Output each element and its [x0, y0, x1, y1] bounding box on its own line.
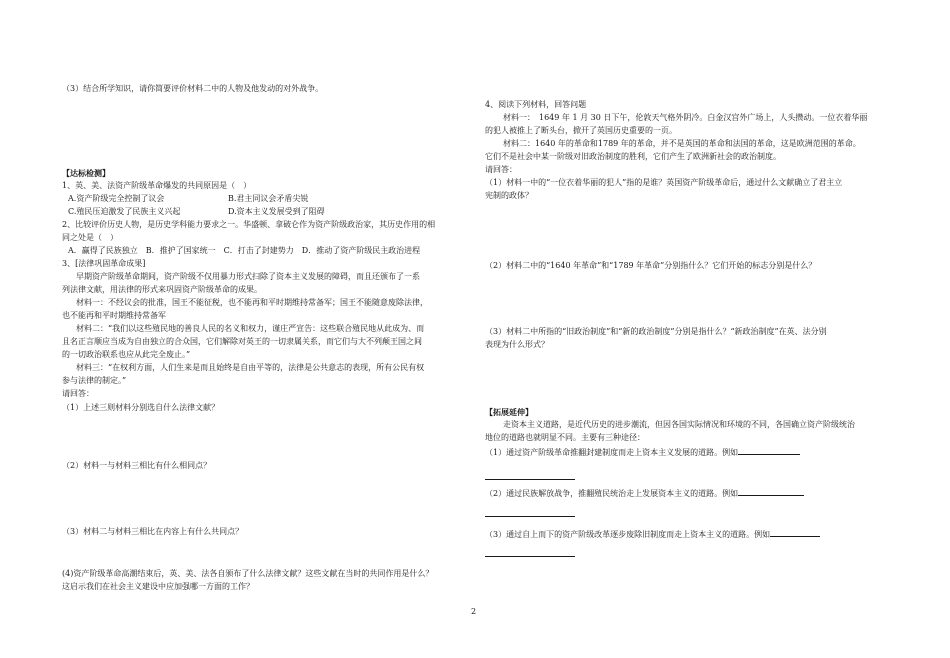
intro-line-2: 列法律文献，用法律的形式来巩固资产阶级革命的成果。: [62, 285, 262, 294]
path-2-text: [485, 487, 804, 499]
question-3-prompt: （3）结合所学知识，请你简要评价材料二中的人物及他发动的对外战争。: [62, 84, 324, 93]
material-1-line-1: 材料一：不经议会的批准，国王不能征税，也不能再和平时期维持常备军；国王不能随意废除法律，: [76, 298, 428, 307]
path-3-answer-line[interactable]: [485, 555, 575, 557]
material-1-line-1: 材料一： 1649 年 1 月 30 日下午，伦敦天气格外阴冷。白金汉宫外广场上，人头攒动。一位衣着华丽: [503, 113, 868, 122]
path-2-label: （2）通过民族解放战争，推翻殖民统治走上发展资本主义的道路。例如: [485, 489, 739, 498]
mc-question-1-option-d: D.资本主义发展受到了阻碍: [228, 207, 325, 216]
intro-line-1: 早期资产阶级革命期间，资产阶级不仅用暴力形式扫除了资本主义发展的障碍，而且还颁布了一系: [76, 272, 420, 281]
material-2-line-2: 它们不是社会中某一阶级对旧政治制度的胜利，它们产生了欧洲新社会的政治制度。: [485, 152, 781, 161]
path-3-answer-blank[interactable]: [770, 528, 820, 537]
path-1-text: [485, 446, 800, 458]
material-2-line-1: 材料二：“我们以这些殖民地的善良人民的名义和权力，谨庄严宣告：这些联合殖民地从此成为、而: [76, 324, 425, 333]
mc-question-1-option-a: A.资产阶级完全控制了议会: [68, 194, 165, 203]
question-3-title: 3、[法律巩固革命成果]: [62, 259, 146, 268]
material-2-line-1: 材料二：1640 年的革命和1789 年的革命，并不是英国的革命和法国的革命，这是欧洲范围的革命。: [503, 139, 861, 148]
material-1-line-2: 的犯人被推上了断头台，掀开了英国历史重要的一页。: [485, 126, 677, 135]
sub-question-4-line-2: 这启示我们在社会主义建设中应加强哪一方面的工作？: [62, 582, 254, 591]
sub-question-1-line-2: 宪制的政体？: [485, 191, 533, 200]
path-1-answer-line[interactable]: [485, 478, 575, 480]
please-answer-label: 请回答：: [62, 389, 94, 398]
path-1-label: （1）通过资产阶级革命推翻封建制度而走上资本主义发展的道路。例如: [485, 448, 739, 457]
section-heading-assessment: 【达标检测】: [62, 168, 110, 178]
question-4-title: 4、阅读下列材料，回答问题: [485, 100, 587, 109]
sub-question-3-line-1: （3）材料二中所指的“旧政治制度”和“新的政治制度”分别是指什么？“新政治制度”在英、法分别: [485, 327, 827, 336]
sub-question-1-line-1: （1）材料一中的“一位衣着华丽的犯人”指的是谁？英国资产阶级革命后，通过什么文献确立了君主立: [485, 178, 843, 187]
path-2-answer-blank[interactable]: [738, 487, 804, 496]
mc-question-2-line-1: 2、比较评价历史人物，是历史学科能力要求之一。华盛顿、拿破仑作为资产阶级政治家，其历史作用的相: [62, 220, 436, 229]
sub-question-4-line-1: (4)资产阶级革命高潮结束后，英、美、法各自颁布了什么法律文献？这些文献在当时的共同作用是什么？: [62, 569, 434, 578]
material-3-line-1: 材料三：“在权利方面，人们生来是而且始终是自由平等的，法律是公共意志的表现，所有公民有权: [76, 363, 425, 372]
material-2-line-3: 的一切政治联系也应从此完全废止。”: [62, 350, 191, 359]
material-2-line-2: 且名正言顺应当成为自由独立的合众国，它们解除对英王的一切隶属关系，而它们与大不列颠王国之间: [62, 337, 422, 346]
page-number: 2: [471, 607, 477, 616]
mc-question-1-option-c: C.殖民压迫激发了民族主义兴起: [68, 207, 181, 216]
sub-question-2: （2）材料一与材料三相比有什么相同点？: [62, 461, 212, 470]
path-3-text: [485, 528, 820, 540]
path-3-label: （3）通过自上而下的资产阶级改革逐步废除旧制度而走上资本主义的道路。例如: [485, 530, 771, 539]
mc-question-1-stem: 1、英、美、法资产阶级革命爆发的共同原因是（ ）: [62, 181, 252, 190]
extension-intro-line-1: 走资本主义道路，是近代历史的进步潮流，但因各国实际情况和环境的不同，各国确立资产阶级统治: [503, 420, 855, 429]
mc-question-2-options: A．赢得了民族独立 B．推护了国家统一 C．打击了封建势力 D．推动了资产阶级民主政治进程: [68, 246, 421, 255]
sub-question-2: （2）材料二中的“1640 年革命”和“1789 年革命”分别指什么？它们开始的标志分别是什么？: [485, 261, 817, 270]
extension-intro-line-2: 地位的道路也就明显不同。主要有三种途径：: [485, 433, 645, 442]
sub-question-3-line-2: 表现为什么形式？: [485, 340, 549, 349]
path-2-answer-line[interactable]: [485, 515, 575, 517]
section-heading-extension: 【拓展延伸】: [485, 407, 533, 417]
path-1-answer-blank[interactable]: [738, 446, 800, 455]
sub-question-3: （3）材料二与材料三相比在内容上有什么共同点？: [62, 527, 244, 536]
mc-question-1-option-b: B.君主同议会矛盾尖锐: [228, 194, 309, 203]
sub-question-1: （1）上述三则材料分别选自什么法律文献？: [62, 403, 220, 412]
please-answer-label: 请回答：: [485, 165, 517, 174]
mc-question-2-line-2: 同之处是（ ）: [62, 233, 118, 242]
material-3-line-2: 参与法律的制定。”: [62, 376, 127, 385]
material-1-line-2: 也不能再和平时期维持常备军: [62, 311, 166, 320]
